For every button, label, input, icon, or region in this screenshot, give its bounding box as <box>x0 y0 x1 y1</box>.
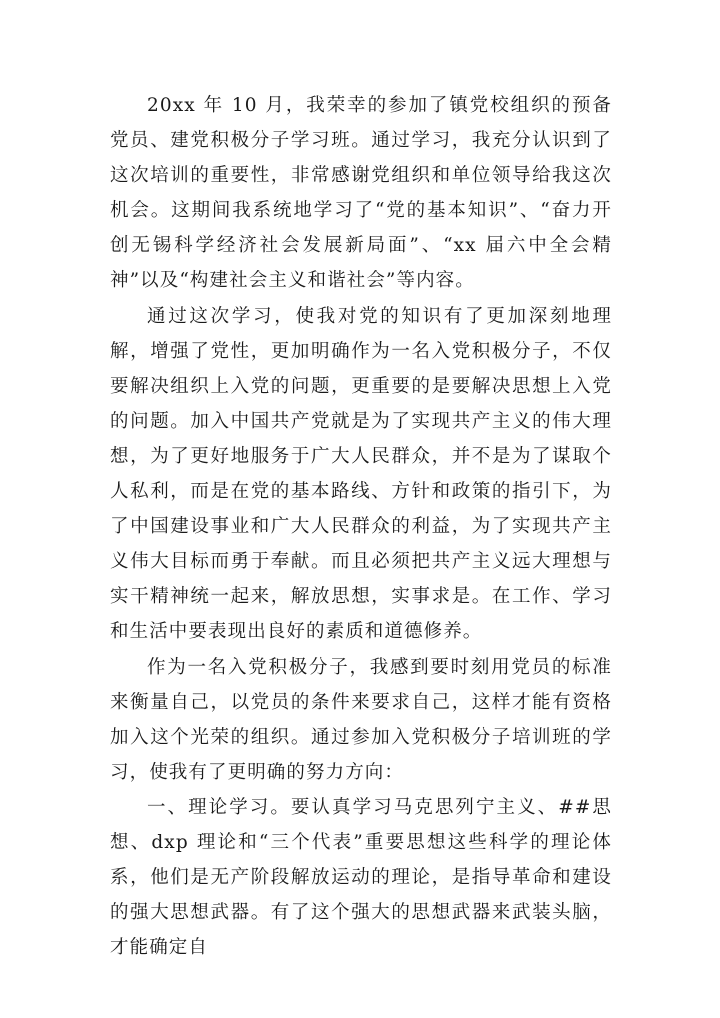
paragraph-3: 作为一名入党积极分子，我感到要时刻用党员的标准来衡量自己，以党员的条件来要求自己，这样才能有资格加入这个光荣的组织。通过参加入党积极分子培训班的学习，使我有了更明确的努力方向： <box>110 656 612 783</box>
paragraph-1: 20xx 年 10 月，我荣幸的参加了镇党校组织的预备党员、建党积极分子学习班。通过学习，我充分认识到了这次培训的重要性，非常感谢党组织和单位领导给我这次机会。这期间我系统地学习了“党的基本知识”、“奋力开创无锡科学经济社会发展新局面”、“xx 届六中全会精神”以及“构建社会主义和谐社会”等内容。 <box>110 95 612 292</box>
document-body <box>110 88 612 965</box>
paragraph-2: 通过这次学习，使我对党的知识有了更加深刻地理解，增强了党性，更加明确作为一名入党积极分子，不仅要解决组织上入党的问题，更重要的是要解决思想上入党的问题。加入中国共产党就是为了实现共产主义的伟大理想，为了更好地服务于广大人民群众，并不是为了谋取个人私利，而是在党的基本路线、方针和政策的指引下，为了中国建设事业和广大人民群众的利益，为了实现共产主义伟大目标而勇于奉献。而且必须把共产主义远大理想与实干精神统一起来，解放思想，实事求是。在工作、学习和生活中要表现出良好的素质和道德修养。 <box>110 305 612 643</box>
paragraph-4: 一、理论学习。要认真学习马克思列宁主义、##思想、dxp 理论和“三个代表”重要思想这些科学的理论体系，他们是无产阶段解放运动的理论，是指导革命和建设的强大思想武器。有了这个强大的思想武器来武装头脑，才能确定自 <box>110 796 612 959</box>
